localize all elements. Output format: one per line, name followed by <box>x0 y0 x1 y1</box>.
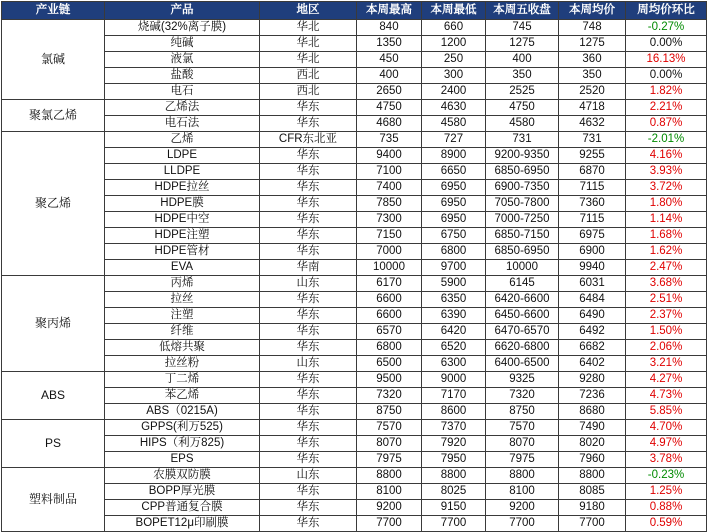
table-row <box>2 484 707 500</box>
region-cell: 华东 <box>260 212 357 228</box>
low-cell: 4630 <box>422 100 486 116</box>
high-cell: 840 <box>357 20 422 36</box>
close-cell: 1275 <box>486 36 559 52</box>
close-cell: 6620-6800 <box>486 340 559 356</box>
low-cell: 660 <box>422 20 486 36</box>
low-cell: 1200 <box>422 36 486 52</box>
high-cell: 8750 <box>357 404 422 420</box>
low-cell: 6950 <box>422 196 486 212</box>
header-cell-avg: 本周均价 <box>559 2 626 20</box>
table-row <box>2 212 707 228</box>
product-cell: EVA <box>105 260 260 276</box>
product-cell: 注塑 <box>105 308 260 324</box>
close-cell: 731 <box>486 132 559 148</box>
product-cell: 乙烯法 <box>105 100 260 116</box>
avg-cell: 748 <box>559 20 626 36</box>
product-cell: CPP普通复合膜 <box>105 500 260 516</box>
table-row <box>2 116 707 132</box>
low-cell: 250 <box>422 52 486 68</box>
low-cell: 6950 <box>422 180 486 196</box>
avg-cell: 7700 <box>559 516 626 532</box>
low-cell: 2400 <box>422 84 486 100</box>
close-cell: 4580 <box>486 116 559 132</box>
change-cell: 0.00% <box>626 36 707 52</box>
product-cell: 盐酸 <box>105 68 260 84</box>
avg-cell: 7236 <box>559 388 626 404</box>
avg-cell: 6490 <box>559 308 626 324</box>
high-cell: 450 <box>357 52 422 68</box>
chain-cell: ABS <box>2 372 105 420</box>
product-cell: 乙烯 <box>105 132 260 148</box>
chain-cell: 氯碱 <box>2 20 105 100</box>
avg-cell: 6900 <box>559 244 626 260</box>
region-cell: 西北 <box>260 68 357 84</box>
avg-cell: 2520 <box>559 84 626 100</box>
price-table <box>1 1 707 532</box>
table-row <box>2 292 707 308</box>
region-cell: 山东 <box>260 276 357 292</box>
close-cell: 6400-6500 <box>486 356 559 372</box>
avg-cell: 360 <box>559 52 626 68</box>
region-cell: 华东 <box>260 228 357 244</box>
product-cell: ABS（0215A) <box>105 404 260 420</box>
region-cell: 华北 <box>260 36 357 52</box>
avg-cell: 8800 <box>559 468 626 484</box>
change-cell: 4.97% <box>626 436 707 452</box>
close-cell: 2525 <box>486 84 559 100</box>
product-cell: 电石 <box>105 84 260 100</box>
low-cell: 6300 <box>422 356 486 372</box>
table-row <box>2 20 707 36</box>
table-row <box>2 452 707 468</box>
table-row <box>2 180 707 196</box>
product-cell: BOPP厚光膜 <box>105 484 260 500</box>
region-cell: 山东 <box>260 468 357 484</box>
table-row <box>2 84 707 100</box>
product-cell: 拉丝 <box>105 292 260 308</box>
product-cell: GPPS(利万525) <box>105 420 260 436</box>
header-row <box>2 2 707 20</box>
high-cell: 9400 <box>357 148 422 164</box>
chain-cell: 塑料制品 <box>2 468 105 532</box>
avg-cell: 9180 <box>559 500 626 516</box>
low-cell: 727 <box>422 132 486 148</box>
product-cell: HDPE管材 <box>105 244 260 260</box>
product-cell: LDPE <box>105 148 260 164</box>
low-cell: 7950 <box>422 452 486 468</box>
avg-cell: 7115 <box>559 180 626 196</box>
high-cell: 6600 <box>357 292 422 308</box>
region-cell: 华东 <box>260 324 357 340</box>
close-cell: 7050-7800 <box>486 196 559 212</box>
region-cell: 西北 <box>260 84 357 100</box>
avg-cell: 4718 <box>559 100 626 116</box>
region-cell: 华东 <box>260 500 357 516</box>
change-cell: 2.47% <box>626 260 707 276</box>
close-cell: 10000 <box>486 260 559 276</box>
avg-cell: 9255 <box>559 148 626 164</box>
region-cell: 华东 <box>260 308 357 324</box>
product-cell: 苯乙烯 <box>105 388 260 404</box>
region-cell: 华东 <box>260 164 357 180</box>
change-cell: 3.78% <box>626 452 707 468</box>
avg-cell: 1275 <box>559 36 626 52</box>
change-cell: 3.68% <box>626 276 707 292</box>
region-cell: CFR东北亚 <box>260 132 357 148</box>
avg-cell: 7115 <box>559 212 626 228</box>
region-cell: 华东 <box>260 436 357 452</box>
high-cell: 7000 <box>357 244 422 260</box>
change-cell: 3.93% <box>626 164 707 180</box>
high-cell: 7850 <box>357 196 422 212</box>
product-cell: 烧碱(32%离子膜) <box>105 20 260 36</box>
product-cell: 丁二烯 <box>105 372 260 388</box>
region-cell: 华东 <box>260 196 357 212</box>
close-cell: 400 <box>486 52 559 68</box>
avg-cell: 8020 <box>559 436 626 452</box>
table-row <box>2 148 707 164</box>
change-cell: 4.73% <box>626 388 707 404</box>
table-row <box>2 340 707 356</box>
close-cell: 9200 <box>486 500 559 516</box>
close-cell: 6420-6600 <box>486 292 559 308</box>
low-cell: 6950 <box>422 212 486 228</box>
close-cell: 9200-9350 <box>486 148 559 164</box>
close-cell: 4750 <box>486 100 559 116</box>
product-cell: 丙烯 <box>105 276 260 292</box>
avg-cell: 4632 <box>559 116 626 132</box>
header-cell-chain: 产业链 <box>2 2 105 20</box>
high-cell: 6800 <box>357 340 422 356</box>
close-cell: 8750 <box>486 404 559 420</box>
region-cell: 华东 <box>260 244 357 260</box>
region-cell: 华北 <box>260 52 357 68</box>
chain-cell: 聚氯乙烯 <box>2 100 105 132</box>
table-row <box>2 468 707 484</box>
region-cell: 华东 <box>260 372 357 388</box>
low-cell: 6350 <box>422 292 486 308</box>
table-row <box>2 68 707 84</box>
close-cell: 350 <box>486 68 559 84</box>
low-cell: 6750 <box>422 228 486 244</box>
avg-cell: 9280 <box>559 372 626 388</box>
change-cell: 1.82% <box>626 84 707 100</box>
table-row <box>2 52 707 68</box>
close-cell: 6145 <box>486 276 559 292</box>
low-cell: 6420 <box>422 324 486 340</box>
change-cell: 2.51% <box>626 292 707 308</box>
high-cell: 400 <box>357 68 422 84</box>
change-cell: 1.80% <box>626 196 707 212</box>
region-cell: 华东 <box>260 452 357 468</box>
change-cell: 1.14% <box>626 212 707 228</box>
header-cell-region: 地区 <box>260 2 357 20</box>
low-cell: 5900 <box>422 276 486 292</box>
chain-cell: PS <box>2 420 105 468</box>
table-row <box>2 100 707 116</box>
change-cell: 0.59% <box>626 516 707 532</box>
table-row <box>2 36 707 52</box>
change-cell: 0.00% <box>626 68 707 84</box>
product-cell: 液氯 <box>105 52 260 68</box>
table-row <box>2 196 707 212</box>
region-cell: 华北 <box>260 20 357 36</box>
table-row <box>2 132 707 148</box>
avg-cell: 6492 <box>559 324 626 340</box>
product-cell: 低熔共聚 <box>105 340 260 356</box>
table-row <box>2 500 707 516</box>
table-row <box>2 308 707 324</box>
low-cell: 8800 <box>422 468 486 484</box>
product-cell: BOPET12μ印刷膜 <box>105 516 260 532</box>
avg-cell: 7960 <box>559 452 626 468</box>
header-cell-low: 本周最低 <box>422 2 486 20</box>
change-cell: -0.27% <box>626 20 707 36</box>
change-cell: 2.37% <box>626 308 707 324</box>
high-cell: 7150 <box>357 228 422 244</box>
product-cell: 纤维 <box>105 324 260 340</box>
avg-cell: 731 <box>559 132 626 148</box>
low-cell: 7700 <box>422 516 486 532</box>
high-cell: 4680 <box>357 116 422 132</box>
product-cell: 农膜双防膜 <box>105 468 260 484</box>
low-cell: 6520 <box>422 340 486 356</box>
close-cell: 745 <box>486 20 559 36</box>
high-cell: 7100 <box>357 164 422 180</box>
high-cell: 7975 <box>357 452 422 468</box>
low-cell: 7370 <box>422 420 486 436</box>
low-cell: 6650 <box>422 164 486 180</box>
low-cell: 6390 <box>422 308 486 324</box>
high-cell: 9200 <box>357 500 422 516</box>
change-cell: 1.68% <box>626 228 707 244</box>
table-row <box>2 436 707 452</box>
avg-cell: 7360 <box>559 196 626 212</box>
close-cell: 7975 <box>486 452 559 468</box>
region-cell: 华东 <box>260 100 357 116</box>
change-cell: 4.70% <box>626 420 707 436</box>
table-body <box>2 20 707 532</box>
table-row <box>2 276 707 292</box>
change-cell: 3.72% <box>626 180 707 196</box>
close-cell: 8800 <box>486 468 559 484</box>
avg-cell: 6870 <box>559 164 626 180</box>
region-cell: 山东 <box>260 356 357 372</box>
table-row <box>2 164 707 180</box>
product-cell: LLDPE <box>105 164 260 180</box>
low-cell: 9000 <box>422 372 486 388</box>
region-cell: 华东 <box>260 404 357 420</box>
chain-cell: 聚乙烯 <box>2 132 105 276</box>
low-cell: 8600 <box>422 404 486 420</box>
region-cell: 华东 <box>260 292 357 308</box>
avg-cell: 8085 <box>559 484 626 500</box>
close-cell: 6850-7150 <box>486 228 559 244</box>
high-cell: 7400 <box>357 180 422 196</box>
high-cell: 7700 <box>357 516 422 532</box>
avg-cell: 6031 <box>559 276 626 292</box>
avg-cell: 6975 <box>559 228 626 244</box>
close-cell: 6900-7350 <box>486 180 559 196</box>
high-cell: 8100 <box>357 484 422 500</box>
avg-cell: 6484 <box>559 292 626 308</box>
close-cell: 7320 <box>486 388 559 404</box>
high-cell: 8070 <box>357 436 422 452</box>
product-cell: HDPE中空 <box>105 212 260 228</box>
region-cell: 华东 <box>260 420 357 436</box>
avg-cell: 6682 <box>559 340 626 356</box>
region-cell: 华东 <box>260 180 357 196</box>
table-row <box>2 324 707 340</box>
high-cell: 7570 <box>357 420 422 436</box>
high-cell: 7320 <box>357 388 422 404</box>
header-cell-close: 本周五收盘 <box>486 2 559 20</box>
close-cell: 6450-6600 <box>486 308 559 324</box>
table-row <box>2 516 707 532</box>
close-cell: 9325 <box>486 372 559 388</box>
high-cell: 1350 <box>357 36 422 52</box>
change-cell: 1.25% <box>626 484 707 500</box>
product-cell: 电石法 <box>105 116 260 132</box>
low-cell: 9150 <box>422 500 486 516</box>
change-cell: 4.16% <box>626 148 707 164</box>
product-cell: HDPE膜 <box>105 196 260 212</box>
change-cell: 4.27% <box>626 372 707 388</box>
change-cell: 0.87% <box>626 116 707 132</box>
region-cell: 华东 <box>260 340 357 356</box>
table-row <box>2 244 707 260</box>
low-cell: 8900 <box>422 148 486 164</box>
table-row <box>2 388 707 404</box>
low-cell: 7920 <box>422 436 486 452</box>
table-row <box>2 404 707 420</box>
table-row <box>2 372 707 388</box>
change-cell: 1.50% <box>626 324 707 340</box>
high-cell: 4750 <box>357 100 422 116</box>
product-cell: HDPE拉丝 <box>105 180 260 196</box>
avg-cell: 350 <box>559 68 626 84</box>
table-row <box>2 356 707 372</box>
low-cell: 8025 <box>422 484 486 500</box>
region-cell: 华东 <box>260 516 357 532</box>
close-cell: 7700 <box>486 516 559 532</box>
close-cell: 8070 <box>486 436 559 452</box>
change-cell: 16.13% <box>626 52 707 68</box>
close-cell: 6470-6570 <box>486 324 559 340</box>
product-cell: EPS <box>105 452 260 468</box>
high-cell: 8800 <box>357 468 422 484</box>
close-cell: 6850-6950 <box>486 244 559 260</box>
high-cell: 9500 <box>357 372 422 388</box>
table-row <box>2 260 707 276</box>
avg-cell: 7490 <box>559 420 626 436</box>
change-cell: 1.62% <box>626 244 707 260</box>
high-cell: 6570 <box>357 324 422 340</box>
change-cell: 0.88% <box>626 500 707 516</box>
table-row <box>2 420 707 436</box>
region-cell: 华东 <box>260 388 357 404</box>
header-cell-high: 本周最高 <box>357 2 422 20</box>
close-cell: 7570 <box>486 420 559 436</box>
change-cell: 2.21% <box>626 100 707 116</box>
avg-cell: 8680 <box>559 404 626 420</box>
close-cell: 6850-6950 <box>486 164 559 180</box>
region-cell: 华东 <box>260 116 357 132</box>
region-cell: 华东 <box>260 148 357 164</box>
product-cell: HDPE注塑 <box>105 228 260 244</box>
high-cell: 6600 <box>357 308 422 324</box>
avg-cell: 9940 <box>559 260 626 276</box>
change-cell: 2.06% <box>626 340 707 356</box>
product-cell: HIPS（利万825) <box>105 436 260 452</box>
change-cell: 5.85% <box>626 404 707 420</box>
change-cell: 3.21% <box>626 356 707 372</box>
change-cell: -2.01% <box>626 132 707 148</box>
high-cell: 2650 <box>357 84 422 100</box>
high-cell: 735 <box>357 132 422 148</box>
region-cell: 华南 <box>260 260 357 276</box>
header-cell-change: 周均价环比 <box>626 2 707 20</box>
close-cell: 8100 <box>486 484 559 500</box>
high-cell: 7300 <box>357 212 422 228</box>
product-cell: 拉丝粉 <box>105 356 260 372</box>
high-cell: 6170 <box>357 276 422 292</box>
close-cell: 7000-7250 <box>486 212 559 228</box>
table-row <box>2 228 707 244</box>
low-cell: 300 <box>422 68 486 84</box>
high-cell: 10000 <box>357 260 422 276</box>
low-cell: 9700 <box>422 260 486 276</box>
change-cell: -0.23% <box>626 468 707 484</box>
chain-cell: 聚丙烯 <box>2 276 105 372</box>
high-cell: 6500 <box>357 356 422 372</box>
region-cell: 华东 <box>260 484 357 500</box>
low-cell: 4580 <box>422 116 486 132</box>
header-cell-product: 产品 <box>105 2 260 20</box>
avg-cell: 6402 <box>559 356 626 372</box>
low-cell: 7170 <box>422 388 486 404</box>
product-cell: 纯碱 <box>105 36 260 52</box>
low-cell: 6800 <box>422 244 486 260</box>
